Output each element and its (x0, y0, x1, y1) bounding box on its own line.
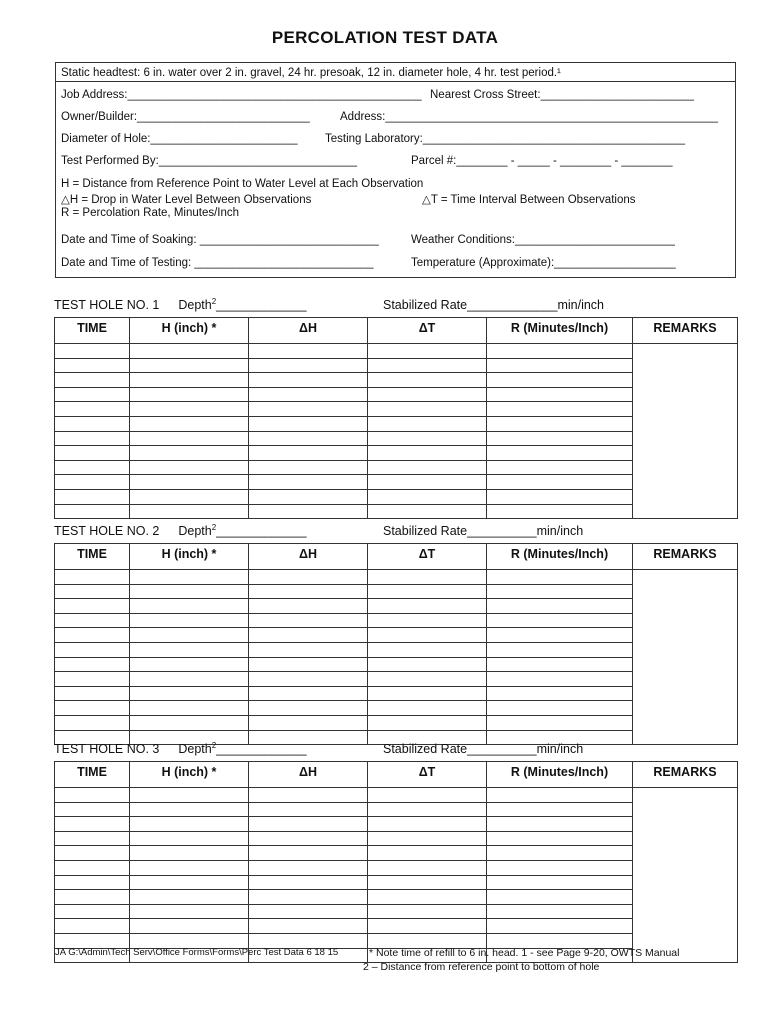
entry-cell[interactable] (249, 613, 368, 628)
column-header: TIME (55, 318, 130, 344)
entry-cell[interactable] (249, 875, 368, 890)
entry-cell[interactable] (249, 642, 368, 657)
entry-cell[interactable] (55, 599, 130, 614)
test-hole-header (54, 740, 584, 756)
entry-cell[interactable] (368, 933, 487, 948)
column-header: ΔT (368, 318, 487, 344)
divider (56, 81, 735, 82)
entry-cell[interactable] (368, 701, 487, 716)
column-header: R (Minutes/Inch) (487, 544, 633, 570)
entry-cell[interactable] (487, 599, 633, 614)
footer-note-2: 2 – Distance from reference point to bottom of hole (363, 961, 600, 973)
entry-cell[interactable] (487, 686, 633, 701)
entry-cell[interactable] (487, 919, 633, 934)
column-header: REMARKS (633, 544, 738, 570)
entry-cell[interactable] (368, 846, 487, 861)
entry-cell[interactable] (249, 344, 368, 359)
depth-label: Depth (178, 298, 212, 312)
test-hole-label: TEST HOLE NO. 3 (54, 742, 160, 756)
entry-cell[interactable] (249, 599, 368, 614)
entry-cell[interactable] (487, 584, 633, 599)
table-row (55, 788, 738, 803)
depth-label: Depth (178, 524, 212, 538)
entry-cell[interactable] (487, 672, 633, 687)
entry-cell[interactable] (249, 402, 368, 417)
entry-cell[interactable] (55, 387, 130, 402)
entry-cell[interactable] (130, 584, 249, 599)
remarks-cell[interactable] (633, 788, 738, 963)
entry-cell[interactable] (368, 475, 487, 490)
test-hole-table (54, 543, 738, 745)
definition-h: H = Distance from Reference Point to Water Level at Each Observation (61, 178, 424, 190)
entry-cell[interactable] (368, 672, 487, 687)
entry-cell[interactable] (487, 431, 633, 446)
entry-cell[interactable] (55, 802, 130, 817)
test-hole-table (54, 761, 738, 963)
entry-cell[interactable] (55, 446, 130, 461)
entry-cell[interactable] (487, 715, 633, 730)
static-headtest: Static headtest: 6 in. water over 2 in. gravel, 24 hr. presoak, 12 in. diameter hole, 4 hr. test period.¹ (61, 67, 561, 79)
definition-delta-h: △H = Drop in Water Level Between Observations (61, 194, 312, 206)
entry-cell[interactable] (368, 919, 487, 934)
column-header: R (Minutes/Inch) (487, 318, 633, 344)
entry-cell[interactable] (487, 628, 633, 643)
entry-cell[interactable] (55, 919, 130, 934)
column-header: ΔH (249, 544, 368, 570)
entry-cell[interactable] (130, 446, 249, 461)
entry-cell[interactable] (249, 846, 368, 861)
stabilized-rate-field[interactable]: Stabilized Rate__________min/inch (383, 524, 584, 538)
entry-cell[interactable] (55, 642, 130, 657)
entry-cell[interactable] (249, 475, 368, 490)
entry-cell[interactable] (130, 599, 249, 614)
date-testing-field[interactable]: Date and Time of Testing: ____________________________ (61, 257, 374, 269)
entry-cell[interactable] (368, 570, 487, 585)
column-header: ΔH (249, 762, 368, 788)
entry-cell[interactable] (487, 504, 633, 519)
entry-cell[interactable] (487, 475, 633, 490)
table-header-row (55, 318, 738, 344)
table-row (55, 344, 738, 359)
entry-cell[interactable] (249, 460, 368, 475)
entry-cell[interactable] (249, 431, 368, 446)
column-header: ΔH (249, 318, 368, 344)
column-header: H (inch) * (130, 544, 249, 570)
form-title: PERCOLATION TEST DATA (271, 28, 499, 47)
entry-cell[interactable] (130, 504, 249, 519)
entry-cell[interactable] (55, 846, 130, 861)
entry-cell[interactable] (368, 402, 487, 417)
entry-cell[interactable] (55, 613, 130, 628)
entry-cell[interactable] (487, 416, 633, 431)
entry-cell[interactable] (368, 628, 487, 643)
test-hole-header (54, 522, 584, 538)
entry-cell[interactable] (368, 788, 487, 803)
table-header-row (55, 762, 738, 788)
entry-cell[interactable] (130, 715, 249, 730)
entry-cell[interactable] (249, 489, 368, 504)
entry-cell[interactable] (249, 890, 368, 905)
entry-cell[interactable] (368, 715, 487, 730)
test-performed-by-field[interactable]: Test Performed By:_______________________________ (61, 155, 358, 167)
entry-cell[interactable] (249, 387, 368, 402)
entry-cell[interactable] (130, 460, 249, 475)
entry-cell[interactable] (368, 431, 487, 446)
entry-cell[interactable] (487, 489, 633, 504)
entry-cell[interactable] (55, 475, 130, 490)
entry-cell[interactable] (368, 802, 487, 817)
column-header: R (Minutes/Inch) (487, 762, 633, 788)
entry-cell[interactable] (130, 613, 249, 628)
entry-cell[interactable] (368, 358, 487, 373)
entry-cell[interactable] (487, 358, 633, 373)
entry-cell[interactable] (368, 831, 487, 846)
entry-cell[interactable] (487, 788, 633, 803)
entry-cell[interactable] (55, 788, 130, 803)
entry-cell[interactable] (368, 460, 487, 475)
entry-cell[interactable] (130, 788, 249, 803)
entry-cell[interactable] (55, 904, 130, 919)
remarks-cell[interactable] (633, 570, 738, 745)
entry-cell[interactable] (55, 817, 130, 832)
entry-cell[interactable] (487, 373, 633, 388)
entry-cell[interactable] (249, 570, 368, 585)
entry-cell[interactable] (130, 686, 249, 701)
column-header: TIME (55, 544, 130, 570)
entry-cell[interactable] (487, 642, 633, 657)
depth-blank[interactable]: _____________ (216, 524, 307, 538)
entry-cell[interactable] (55, 489, 130, 504)
test-hole-label: TEST HOLE NO. 2 (54, 524, 160, 538)
nearest-cross-street-field[interactable]: Nearest Cross Street:________________________ (430, 89, 695, 101)
entry-cell[interactable] (130, 416, 249, 431)
entry-cell[interactable] (487, 613, 633, 628)
entry-cell[interactable] (130, 344, 249, 359)
entry-cell[interactable] (130, 933, 249, 948)
entry-cell[interactable] (130, 904, 249, 919)
entry-cell[interactable] (130, 701, 249, 716)
entry-cell[interactable] (249, 919, 368, 934)
entry-cell[interactable] (249, 933, 368, 948)
entry-cell[interactable] (368, 686, 487, 701)
entry-cell[interactable] (368, 584, 487, 599)
entry-cell[interactable] (249, 817, 368, 832)
entry-cell[interactable] (55, 701, 130, 716)
entry-cell[interactable] (55, 860, 130, 875)
entry-cell[interactable] (249, 831, 368, 846)
entry-cell[interactable] (55, 504, 130, 519)
entry-cell[interactable] (55, 715, 130, 730)
temperature-field[interactable]: Temperature (Approximate):___________________ (411, 257, 676, 269)
column-header: ΔT (368, 762, 487, 788)
entry-cell[interactable] (368, 489, 487, 504)
entry-cell[interactable] (130, 802, 249, 817)
entry-cell[interactable] (249, 904, 368, 919)
entry-cell[interactable] (130, 387, 249, 402)
entry-cell[interactable] (368, 344, 487, 359)
entry-cell[interactable] (249, 788, 368, 803)
entry-cell[interactable] (55, 416, 130, 431)
test-hole-table (54, 317, 738, 519)
entry-cell[interactable] (130, 358, 249, 373)
depth-footnote-marker: 2 (211, 522, 217, 532)
entry-cell[interactable] (55, 628, 130, 643)
definition-r: R = Percolation Rate, Minutes/Inch (61, 207, 240, 219)
table-row (55, 570, 738, 585)
entry-cell[interactable] (130, 831, 249, 846)
entry-cell[interactable] (55, 657, 130, 672)
entry-cell[interactable] (249, 686, 368, 701)
entry-cell[interactable] (130, 657, 249, 672)
entry-cell[interactable] (249, 446, 368, 461)
entry-cell[interactable] (368, 613, 487, 628)
entry-cell[interactable] (487, 402, 633, 417)
entry-cell[interactable] (368, 860, 487, 875)
entry-cell[interactable] (55, 358, 130, 373)
testing-laboratory-field[interactable]: Testing Laboratory:_________________________________________ (325, 133, 686, 145)
entry-cell[interactable] (368, 875, 487, 890)
depth-field[interactable] (178, 298, 306, 312)
site-info-box (55, 62, 736, 278)
entry-cell[interactable] (55, 875, 130, 890)
entry-cell[interactable] (130, 570, 249, 585)
job-address-field[interactable]: Job Address:______________________________________________ (61, 89, 422, 101)
entry-cell[interactable] (487, 817, 633, 832)
entry-cell[interactable] (130, 402, 249, 417)
entry-cell[interactable] (130, 475, 249, 490)
entry-cell[interactable] (368, 642, 487, 657)
depth-label: Depth (178, 742, 212, 756)
definition-delta-t: △T = Time Interval Between Observations (422, 194, 636, 206)
footer-file-path: JA G:\Admin\Tech Serv\Office Forms\Forms\Perc Test Data 6 18 15 (55, 947, 339, 958)
entry-cell[interactable] (55, 686, 130, 701)
column-header: ΔT (368, 544, 487, 570)
entry-cell[interactable] (130, 846, 249, 861)
depth-blank[interactable]: _____________ (216, 298, 307, 312)
entry-cell[interactable] (249, 657, 368, 672)
entry-cell[interactable] (130, 628, 249, 643)
entry-cell[interactable] (368, 387, 487, 402)
entry-cell[interactable] (487, 387, 633, 402)
entry-cell[interactable] (368, 657, 487, 672)
test-hole-label: TEST HOLE NO. 1 (54, 298, 160, 312)
entry-cell[interactable] (55, 831, 130, 846)
entry-cell[interactable] (368, 599, 487, 614)
entry-cell[interactable] (487, 875, 633, 890)
entry-cell[interactable] (487, 802, 633, 817)
entry-cell[interactable] (487, 657, 633, 672)
depth-footnote-marker: 2 (211, 296, 217, 306)
column-header: REMARKS (633, 762, 738, 788)
address-field[interactable]: Address:____________________________________________________ (340, 111, 718, 123)
entry-cell[interactable] (249, 358, 368, 373)
entry-cell[interactable] (249, 584, 368, 599)
entry-cell[interactable] (487, 446, 633, 461)
entry-cell[interactable] (249, 373, 368, 388)
entry-cell[interactable] (130, 642, 249, 657)
owner-builder-field[interactable]: Owner/Builder:___________________________ (61, 111, 310, 123)
entry-cell[interactable] (249, 672, 368, 687)
entry-cell[interactable] (55, 584, 130, 599)
entry-cell[interactable] (130, 817, 249, 832)
entry-cell[interactable] (249, 802, 368, 817)
stabilized-rate-field[interactable]: Stabilized Rate_____________min/inch (383, 298, 604, 312)
remarks-cell[interactable] (633, 344, 738, 519)
entry-cell[interactable] (487, 890, 633, 905)
entry-cell[interactable] (249, 504, 368, 519)
stabilized-rate-field[interactable]: Stabilized Rate__________min/inch (383, 742, 584, 756)
entry-cell[interactable] (55, 402, 130, 417)
entry-cell[interactable] (249, 416, 368, 431)
entry-cell[interactable] (249, 860, 368, 875)
entry-cell[interactable] (55, 933, 130, 948)
column-header: TIME (55, 762, 130, 788)
entry-cell[interactable] (487, 860, 633, 875)
entry-cell[interactable] (55, 344, 130, 359)
entry-cell[interactable] (130, 431, 249, 446)
depth-blank[interactable]: _____________ (216, 742, 307, 756)
entry-cell[interactable] (130, 373, 249, 388)
entry-cell[interactable] (368, 504, 487, 519)
entry-cell[interactable] (130, 672, 249, 687)
date-soaking-field[interactable]: Date and Time of Soaking: ____________________________ (61, 234, 379, 246)
entry-cell[interactable] (487, 570, 633, 585)
entry-cell[interactable] (130, 489, 249, 504)
entry-cell[interactable] (368, 446, 487, 461)
entry-cell[interactable] (55, 570, 130, 585)
entry-cell[interactable] (487, 460, 633, 475)
entry-cell[interactable] (249, 715, 368, 730)
entry-cell[interactable] (368, 817, 487, 832)
entry-cell[interactable] (249, 701, 368, 716)
entry-cell[interactable] (487, 933, 633, 948)
entry-cell[interactable] (55, 373, 130, 388)
table-header-row (55, 544, 738, 570)
entry-cell[interactable] (368, 416, 487, 431)
entry-cell[interactable] (130, 860, 249, 875)
entry-cell[interactable] (55, 890, 130, 905)
entry-cell[interactable] (487, 344, 633, 359)
entry-cell[interactable] (487, 846, 633, 861)
entry-cell[interactable] (368, 904, 487, 919)
column-header: H (inch) * (130, 318, 249, 344)
column-header: H (inch) * (130, 762, 249, 788)
entry-cell[interactable] (55, 672, 130, 687)
entry-cell[interactable] (55, 460, 130, 475)
entry-cell[interactable] (130, 875, 249, 890)
entry-cell[interactable] (487, 904, 633, 919)
entry-cell[interactable] (487, 831, 633, 846)
weather-conditions-field[interactable]: Weather Conditions:_________________________ (411, 234, 675, 246)
entry-cell[interactable] (249, 628, 368, 643)
footer-note-1: * Note time of refill to 6 in. head. 1 - see Page 9-20, OWTS Manual (369, 947, 680, 959)
test-hole-header (54, 296, 604, 312)
entry-cell[interactable] (487, 701, 633, 716)
parcel-number-field[interactable]: Parcel #:________ - _____ - ________ - ________ (411, 155, 673, 167)
entry-cell[interactable] (368, 890, 487, 905)
entry-cell[interactable] (130, 919, 249, 934)
diameter-of-hole-field[interactable]: Diameter of Hole:_______________________ (61, 133, 298, 145)
entry-cell[interactable] (368, 373, 487, 388)
entry-cell[interactable] (55, 431, 130, 446)
entry-cell[interactable] (130, 890, 249, 905)
depth-field[interactable] (178, 742, 306, 756)
column-header: REMARKS (633, 318, 738, 344)
depth-footnote-marker: 2 (211, 740, 217, 750)
depth-field[interactable] (178, 524, 306, 538)
